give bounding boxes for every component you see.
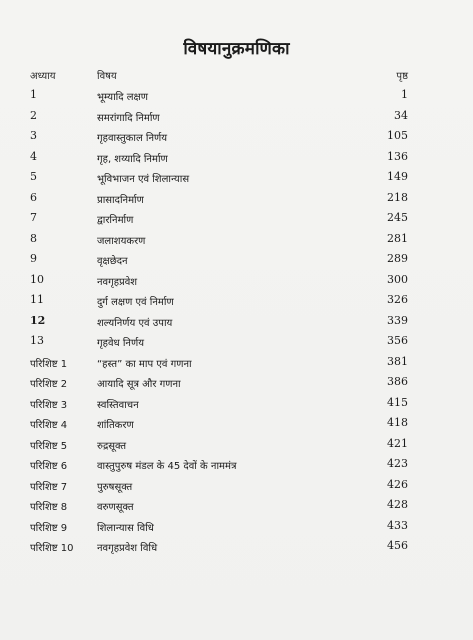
- chapter-subject: गृहवेध निर्णय: [97, 338, 144, 349]
- chapter-number: 7: [30, 211, 37, 224]
- contents-row: [0, 84, 473, 105]
- contents-row: [0, 494, 473, 515]
- contents-row: [0, 269, 473, 290]
- chapter-number: 12: [30, 313, 46, 327]
- contents-row: [0, 392, 473, 413]
- page-number: 339: [387, 313, 408, 327]
- contents-row: [0, 330, 473, 351]
- chapter-subject: नवगृहप्रवेश विधि: [97, 543, 158, 554]
- chapter-number: 5: [30, 170, 37, 183]
- chapter-subject: प्रासादनिर्माण: [97, 194, 144, 206]
- page-number: 105: [387, 129, 408, 142]
- page-column-header: पृष्ठ: [396, 71, 408, 82]
- page-number: 245: [387, 211, 408, 224]
- contents-row: [0, 146, 473, 167]
- chapter-number: 10: [30, 272, 44, 286]
- page-number: 281: [387, 231, 408, 245]
- chapter-number: 2: [30, 108, 37, 122]
- chapter-number: परिशिष्ट 2: [30, 379, 68, 390]
- contents-row: [0, 125, 473, 146]
- page-number: 1: [401, 88, 408, 101]
- chapter-subject: शिलान्यास विधि: [97, 522, 154, 534]
- page-number: 386: [387, 375, 408, 388]
- page-number: 428: [387, 498, 408, 511]
- contents-row: [0, 453, 473, 474]
- page-number: 433: [387, 518, 408, 532]
- chapter-subject: समरांगादि निर्माण: [97, 112, 160, 124]
- chapter-number: 6: [30, 190, 37, 204]
- subject-column-header: विषय: [97, 71, 117, 82]
- chapter-number: 11: [30, 293, 44, 306]
- contents-row: [0, 105, 473, 126]
- chapter-subject: पुरुषसूक्त: [97, 481, 133, 493]
- chapter-subject: नवगृहप्रवेश: [97, 276, 138, 288]
- contents-row: [0, 433, 473, 454]
- chapter-subject: रुद्रसूक्त: [97, 440, 127, 452]
- page-number: 218: [387, 190, 408, 204]
- page-number: 289: [387, 252, 408, 265]
- contents-row: [0, 535, 473, 556]
- chapter-subject: वृक्षछेदन: [97, 256, 128, 267]
- chapter-number: 1: [30, 88, 37, 101]
- chapter-subject: गृह, शय्यादि निर्माण: [97, 153, 168, 165]
- chapter-subject: गृहवास्तुकाल निर्णय: [97, 133, 168, 144]
- chapter-subject: भूविभाजन एवं शिलान्यास: [97, 174, 190, 185]
- page-number: 34: [394, 108, 408, 122]
- chapter-subject: “हस्त” का माप एवं गणना: [97, 358, 192, 370]
- chapter-number: परिशिष्ट 3: [30, 399, 68, 411]
- page-number: 149: [387, 170, 408, 183]
- contents-row: [0, 187, 473, 208]
- chapter-number: परिशिष्ट 1: [30, 358, 68, 370]
- page-title: विषयानुक्रमणिका: [183, 39, 290, 59]
- page-number: 326: [387, 293, 408, 306]
- chapter-subject: दुर्ग लक्षण एवं निर्माण: [97, 297, 174, 308]
- contents-row: [0, 474, 473, 495]
- page-number: 356: [387, 334, 408, 347]
- page-number: 423: [387, 457, 408, 470]
- page-number: 381: [387, 354, 408, 368]
- page-number: 415: [387, 395, 408, 409]
- page-number: 456: [387, 539, 408, 552]
- chapter-subject: शल्यनिर्णय एवं उपाय: [97, 317, 173, 329]
- chapter-subject: आयादि सूत्र और गणना: [97, 379, 181, 390]
- chapter-number: 9: [30, 252, 37, 265]
- page-number: 136: [387, 149, 408, 163]
- chapter-subject: भूम्यादि लक्षण: [97, 92, 148, 103]
- chapter-subject: शांतिकरण: [97, 420, 134, 431]
- contents-row: [0, 289, 473, 310]
- contents-row: [0, 371, 473, 392]
- page-number: 421: [387, 436, 408, 450]
- contents-row: [0, 412, 473, 433]
- chapter-number: 3: [30, 129, 37, 142]
- chapter-subject: वास्तुपुरुष मंडल के 45 देवों के नाममंत्र: [97, 461, 237, 472]
- contents-row: [0, 248, 473, 269]
- chapter-subject: द्वारनिर्माण: [97, 215, 134, 226]
- contents-row: [0, 207, 473, 228]
- chapter-number: परिशिष्ट 4: [30, 420, 68, 431]
- chapter-number: परिशिष्ट 9: [30, 522, 68, 534]
- contents-row: [0, 228, 473, 249]
- chapter-number: परिशिष्ट 5: [30, 440, 68, 452]
- chapter-number: परिशिष्ट 7: [30, 481, 68, 493]
- page-number: 418: [387, 416, 408, 429]
- chapter-column-header: अध्याय: [30, 71, 56, 82]
- chapter-number: परिशिष्ट 6: [30, 461, 68, 472]
- chapter-number: परिशिष्ट 10: [30, 543, 74, 554]
- contents-row: [0, 351, 473, 372]
- chapter-subject: स्वस्तिवाचन: [97, 399, 139, 411]
- chapter-number: परिशिष्ट 8: [30, 502, 68, 513]
- chapter-subject: जलाशयकरण: [97, 235, 146, 247]
- page-number: 426: [387, 477, 408, 491]
- contents-row: [0, 515, 473, 536]
- chapter-number: 13: [30, 334, 44, 347]
- page-number: 300: [387, 272, 408, 286]
- contents-list: [0, 84, 473, 556]
- chapter-subject: वरुणसूक्त: [97, 502, 134, 513]
- contents-row: [0, 310, 473, 331]
- chapter-number: 4: [30, 149, 37, 163]
- contents-row: [0, 166, 473, 187]
- chapter-number: 8: [30, 231, 37, 245]
